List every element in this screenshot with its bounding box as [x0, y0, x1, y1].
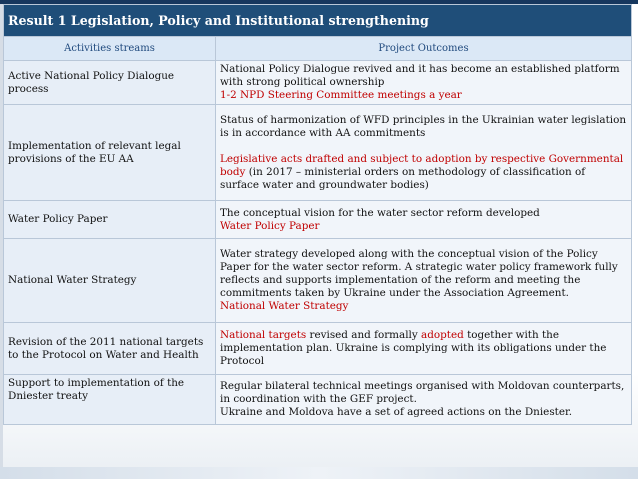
activity-cell: Revision of the 2011 national targets to the Protocol on Water and Health: [4, 323, 216, 375]
outcome-highlight: 1-2 NPD Steering Committee meetings a year: [220, 89, 462, 101]
activity-cell: Water Policy Paper: [4, 201, 216, 239]
outcome-text: revised and formally: [306, 329, 422, 341]
outcome-highlight: National Water Strategy: [220, 300, 349, 312]
outcome-text: National Policy Dialogue revived and it has become an established platform with strong political ownership: [220, 63, 620, 88]
outcome-text-continued: Ukraine and Moldova have a set of agreed actions on the Dniester.: [220, 406, 573, 418]
outcome-cell: [216, 323, 632, 375]
outcome-cell: [216, 201, 632, 239]
outcome-cell: [216, 105, 632, 201]
outcome-text: Water strategy developed along with the conceptual vision of the Policy Paper for the water sector reform. A strategic water policy framework fully reflects and supports implementation of the reform and meeting the commitments taken by Ukraine under the Association Agreement.: [220, 248, 618, 299]
outcome-cell: [216, 61, 632, 105]
bottom-decorative-band: [0, 467, 638, 479]
outcome-highlight: National targets: [220, 329, 307, 341]
results-table: [3, 4, 632, 425]
header-row: [4, 37, 632, 61]
activity-cell: Active National Policy Dialogue process: [4, 61, 216, 105]
outcome-text: Regular bilateral technical meetings organised with Moldovan counterparts, in coordination with the GEF project.: [220, 380, 625, 405]
outcome-cell: [216, 239, 632, 323]
table-row: [4, 323, 632, 375]
outcome-text-continued: (in 2017 – ministerial orders on methodology of classification of surface water and groundwater bodies): [220, 165, 586, 191]
activity-cell: National Water Strategy: [4, 239, 216, 323]
outcome-highlight-adopted: adopted: [421, 329, 464, 341]
outcome-highlight: Legislative acts drafted and subject to adoption by respective Governmental body: [220, 152, 624, 178]
table-row: [4, 105, 632, 201]
table-row: [4, 375, 632, 425]
activity-cell: Support to implementation of the Dniester treaty: [4, 375, 216, 425]
outcome-cell: [216, 375, 632, 425]
title-row: [4, 5, 632, 37]
table-row: [4, 239, 632, 323]
outcome-text: Status of harmonization of WFD principles in the Ukrainian water legislation is in accordance with AA commitments: [220, 113, 627, 139]
outcome-text-continued: together with the implementation plan. Ukraine is complying with its obligations under the Protocol: [220, 329, 607, 367]
header-outcomes: Project Outcomes: [216, 37, 632, 61]
activity-cell: Implementation of relevant legal provisions of the EU AA: [4, 105, 216, 201]
table-row: [4, 201, 632, 239]
table-title: Result 1 Legislation, Policy and Institutional strengthening: [4, 5, 632, 37]
header-activities: Activities streams: [4, 37, 216, 61]
table-row: [4, 61, 632, 105]
outcome-highlight: Water Policy Paper: [220, 219, 320, 232]
outcome-text: The conceptual vision for the water sector reform developed: [220, 206, 540, 219]
